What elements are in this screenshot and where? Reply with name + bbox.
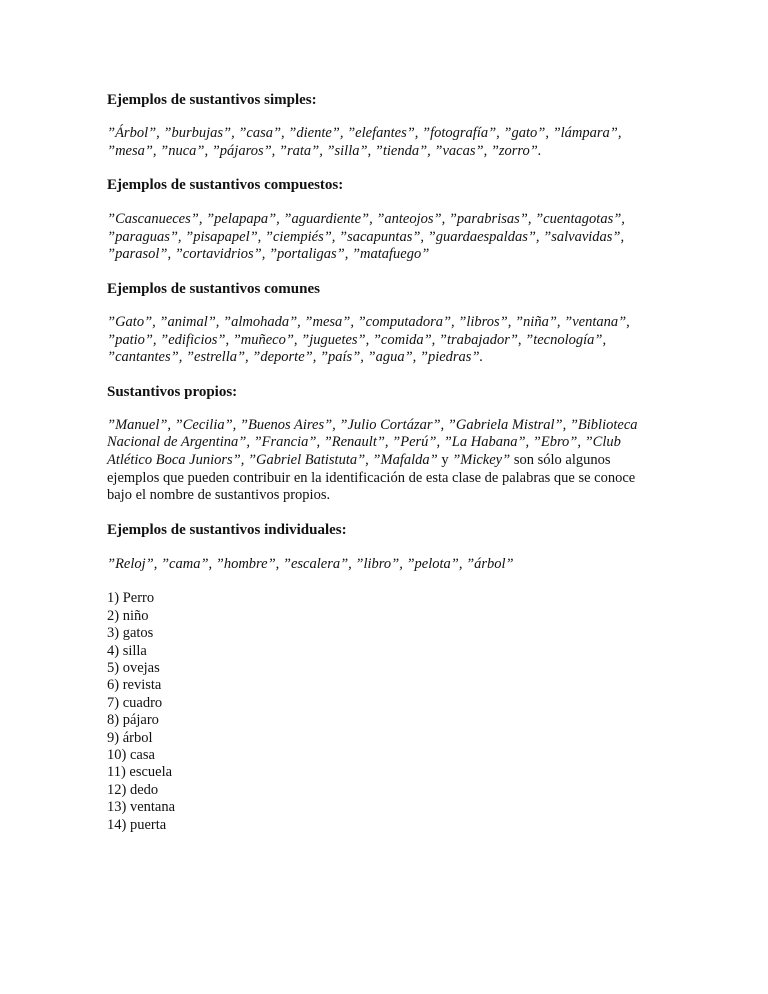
list-item: 10) casa — [107, 746, 155, 763]
propios-conjunction: y — [437, 451, 453, 468]
heading-sustantivos-comunes: Ejemplos de sustantivos comunes — [107, 280, 320, 297]
paragraph-sustantivos-propios — [107, 417, 659, 505]
list-item: 2) niño — [107, 607, 149, 624]
heading-sustantivos-propios: Sustantivos propios: — [107, 383, 238, 400]
list-item: 14) puerta — [107, 816, 167, 833]
propios-example-mickey: ”Mickey” — [452, 451, 511, 468]
propios-explanation: son sólo algunos ejemplos que pueden contribuir en la identificación de esta clase de palabras que se conoce bajo el nombre de sustantivos propios. — [107, 451, 636, 504]
list-item: 11) escuela — [107, 764, 173, 781]
list-item: 8) pájaro — [107, 712, 159, 729]
list-item: 4) silla — [107, 642, 147, 659]
document-page — [107, 86, 659, 834]
list-item: 9) árbol — [107, 729, 153, 746]
heading-sustantivos-simples: Ejemplos de sustantivos simples: — [107, 92, 317, 108]
list-item: 7) cuadro — [107, 694, 163, 711]
paragraph-sustantivos-simples: ”Árbol”, ”burbujas”, ”casa”, ”diente”, ”elefantes”, ”fotografía”, ”gato”, ”lámpara”, ”mesa”, ”nuca”, ”pájaros”, ”rata”, ”silla”, ”tienda”, ”vacas”, ”zorro”. — [107, 125, 622, 159]
heading-sustantivos-compuestos: Ejemplos de sustantivos compuestos: — [107, 177, 344, 194]
paragraph-sustantivos-individuales: ”Reloj”, ”cama”, ”hombre”, ”escalera”, ”libro”, ”pelota”, ”árbol” — [107, 555, 514, 572]
paragraph-sustantivos-comunes: ”Gato”, ”animal”, ”almohada”, ”mesa”, ”computadora”, ”libros”, ”niña”, ”ventana”, ”patio”, ”edificios”, ”muñeco”, ”juguetes”, ”comida”, ”trabajador”, ”tecnología”, ”cantantes”, ”estrella”, ”deporte”, ”país”, ”agua”, ”piedras”. — [107, 313, 630, 366]
list-item: 6) revista — [107, 677, 162, 694]
numbered-word-list — [107, 590, 659, 834]
paragraph-sustantivos-compuestos: ”Cascanueces”, ”pelapapa”, ”aguardiente”, ”anteojos”, ”parabrisas”, ”cuentagotas”, ”paraguas”, ”pisapapel”, ”ciempiés”, ”sacapuntas”, ”guardaespaldas”, ”salvavidas”, ”parasol”, ”cortavidrios”, ”portaligas”, ”matafuego” — [107, 211, 625, 263]
propios-examples: ”Manuel”, ”Cecilia”, ”Buenos Aires”, ”Julio Cortázar”, ”Gabriela Mistral”, ”Biblioteca Nacional de Argentina”, ”Francia”, ”Renault”, ”Perú”, ”La Habana”, ”Ebro”, ”Club Atlético Boca Juniors”, ”Gabriel Batistuta”, ”Mafalda” — [107, 416, 638, 468]
list-item: 12) dedo — [107, 781, 159, 798]
list-item: 3) gatos — [107, 625, 154, 642]
heading-sustantivos-individuales: Ejemplos de sustantivos individuales: — [107, 521, 347, 538]
list-item: 5) ovejas — [107, 659, 160, 676]
list-item: 13) ventana — [107, 799, 176, 816]
list-item: 1) Perro — [107, 590, 155, 607]
